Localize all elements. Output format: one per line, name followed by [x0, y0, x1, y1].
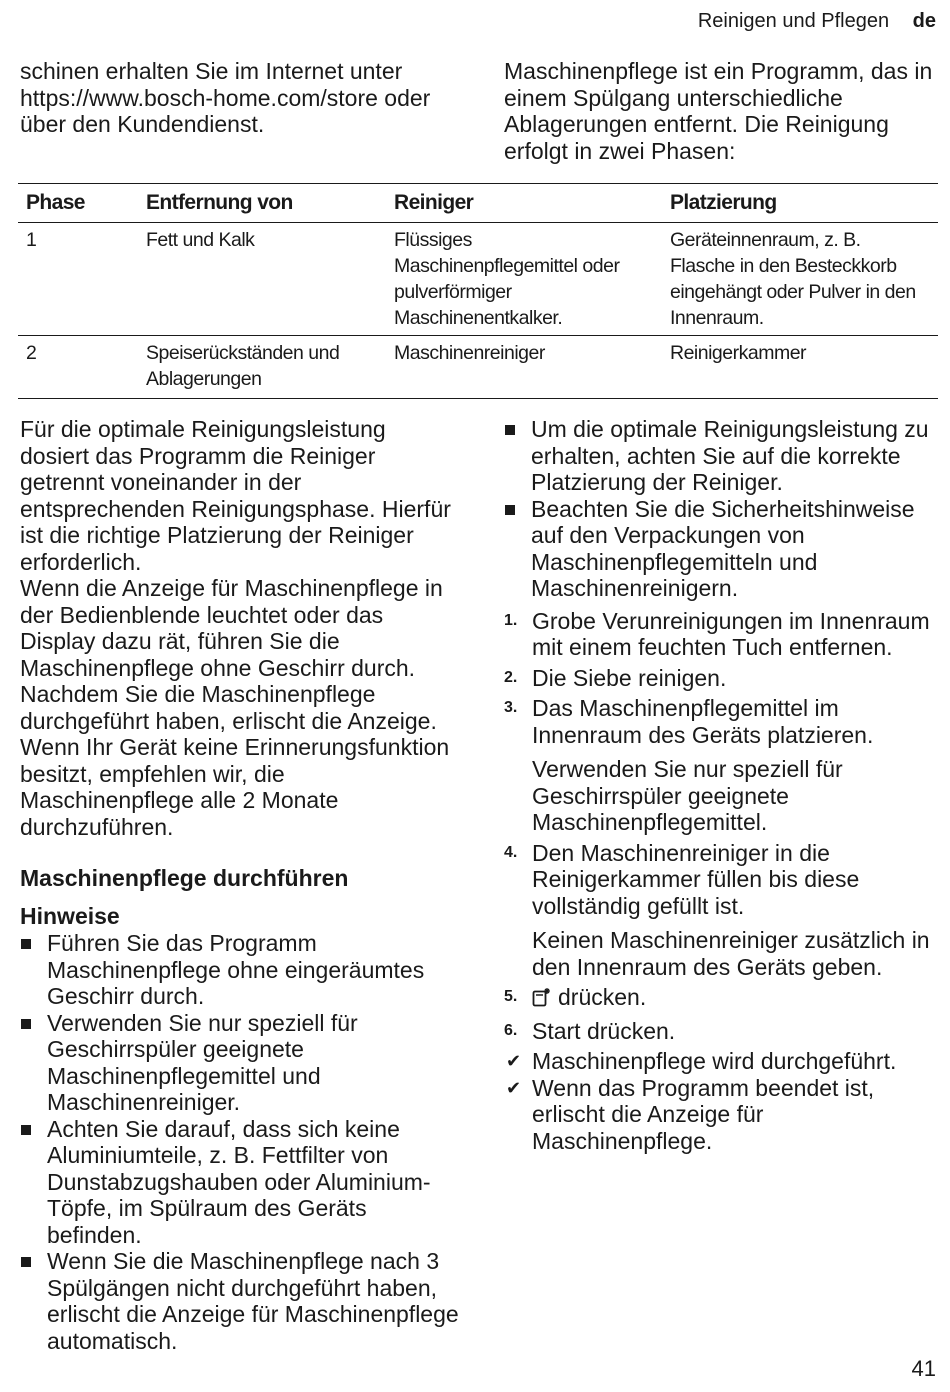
- list-item: [20, 1010, 460, 1116]
- left-column: [20, 416, 460, 1354]
- right-column: [504, 416, 940, 1154]
- notes-list-continued: [504, 416, 940, 602]
- table-cell: Reinigerkammer: [670, 342, 807, 364]
- table-header-cell: Phase: [26, 191, 85, 214]
- intro-right-text: Maschinenpflege ist ein Programm, das in einem Spülgang unterschiedliche Ablagerungen entfernt. Die Reinigung erfolgt in zwei Phasen:: [504, 58, 933, 164]
- step-text: drücken.: [580, 1017, 676, 1044]
- bullet-square-icon: [21, 1019, 31, 1029]
- table-row: [18, 336, 938, 399]
- step-item: [504, 984, 940, 1014]
- steps-list: [504, 608, 940, 1045]
- phase-table: [18, 183, 938, 399]
- body-paragraph: Wenn die Anzeige für Maschinenpflege in der Bedienblende leuchtet oder das Display dazu rät, führen Sie die Maschinenpflege ohne Geschirr durch. Nachdem Sie die Maschinenpflege durchgeführt haben, erlischt die Anzeige. Wenn Ihr Gerät keine Erinnerungsfunktion besitzt, empfehlen wir, die Maschinenpflege alle 2 Monate durchzuführen.: [20, 575, 450, 840]
- bullet-square-icon: [21, 1257, 31, 1267]
- list-item-text: Wenn Sie die Maschinenpflege nach 3 Spülgängen nicht durchgeführt haben, erlischt die Anzeige für Maschinenpflege automatisch.: [47, 1248, 459, 1354]
- table-cell: Geräteinnenraum, z. B. Flasche in den Besteckkorb eingehängt oder Pulver in den Innenraum.: [670, 229, 916, 329]
- table-cell: Maschinenreiniger: [394, 342, 545, 364]
- list-item-text: Um die optimale Reinigungsleistung zu erhalten, achten Sie auf die korrekte Platzierung der Reiniger.: [531, 416, 929, 495]
- checkmark-icon: ✔: [506, 1077, 522, 1098]
- list-item: [20, 1116, 460, 1249]
- intro-left: [20, 58, 470, 138]
- result-item: [504, 1048, 940, 1075]
- step-number: 2.: [504, 668, 518, 686]
- table-cell: Flüssiges Maschinenpflegemittel oder pulverförmiger Maschinenentkalker.: [394, 229, 620, 329]
- step-item: [504, 1018, 940, 1045]
- step-text: Den Maschinenreiniger in die Reinigerkammer füllen bis diese vollständig gefüllt ist.: [532, 839, 860, 919]
- bullet-square-icon: [505, 425, 515, 435]
- step-text: drücken.: [558, 984, 647, 1010]
- list-item-text: Verwenden Sie nur speziell für Geschirrspüler geeignete Maschinenpflegemittel und Maschinenreiniger.: [47, 1009, 358, 1115]
- section-title: Reinigen und Pflegen: [697, 10, 890, 32]
- machine-care-icon: [532, 986, 552, 1014]
- list-item: [20, 1248, 460, 1354]
- list-item-text: Achten Sie darauf, dass sich keine Aluminiumteile, z. B. Fettfilter von Dunstabzugshauben oder Aluminium-Töpfe, im Spülraum des Geräts befinden.: [47, 1115, 431, 1248]
- bullet-square-icon: [21, 939, 31, 949]
- step-item: [504, 695, 940, 836]
- result-text: Wenn das Programm beendet ist, erlischt die Anzeige für Maschinenpflege.: [532, 1074, 875, 1154]
- page-number: 41: [911, 1356, 936, 1381]
- list-item-text: Führen Sie das Programm Maschinenpflege ohne eingeräumtes Geschirr durch.: [47, 930, 425, 1009]
- table-header-cell: Platzierung: [670, 191, 777, 214]
- step-note: Verwenden Sie nur speziell für Geschirrspüler geeignete Maschinenpflegemittel.: [532, 756, 843, 835]
- language-code: de: [912, 10, 936, 32]
- intro-right: [504, 58, 936, 164]
- table-header-cell: Entfernung von: [146, 191, 293, 214]
- table-cell: 2: [26, 342, 37, 364]
- step-number: 1.: [504, 611, 518, 629]
- step-text: Das Maschinenpflegemittel im Innenraum des Geräts platzieren.: [532, 695, 874, 748]
- step-text: Grobe Verunreinigungen im Innenraum mit einem feuchten Tuch entfernen.: [532, 607, 930, 660]
- step-note: Keinen Maschinenreiniger zusätzlich in den Innenraum des Geräts geben.: [532, 927, 930, 980]
- table-header-cell: Reiniger: [394, 191, 474, 214]
- table-row: [18, 223, 938, 336]
- result-item: [504, 1075, 940, 1155]
- notes-heading: Hinweise: [20, 903, 120, 929]
- notes-list: [20, 930, 460, 1354]
- table-cell: Fett und Kalk: [146, 229, 255, 251]
- result-text: Maschinenpflege wird durchgeführt.: [532, 1048, 897, 1074]
- section-heading: Maschinenpflege durchführen: [20, 865, 349, 891]
- bullet-square-icon: [21, 1125, 31, 1135]
- step-number: 3.: [504, 699, 518, 716]
- results-list: [504, 1048, 940, 1154]
- step-item: [504, 665, 940, 692]
- step-text: Die Siebe reinigen.: [532, 664, 727, 691]
- list-item: [504, 496, 940, 602]
- running-header: [698, 8, 936, 34]
- table-cell: 1: [26, 229, 37, 251]
- step-item: [504, 608, 940, 661]
- start-key-label: Start: [532, 1017, 581, 1044]
- bullet-square-icon: [505, 505, 515, 515]
- step-item: [504, 840, 940, 981]
- step-number: 4.: [504, 843, 518, 861]
- body-paragraph: Für die optimale Reinigungsleistung dosiert das Programm die Reiniger getrennt voneinander in der entsprechenden Reinigungsphase. Hierfür ist die richtige Platzierung der Reiniger erforderlich.: [20, 416, 451, 575]
- table-header-row: [18, 184, 938, 223]
- step-number: 6.: [504, 1021, 518, 1039]
- table-cell: Speiserückständen und Ablagerungen: [146, 342, 340, 390]
- list-item: [20, 930, 460, 1010]
- list-item-text: Beachten Sie die Sicherheitshinweise auf den Verpackungen von Maschinenpflegemitteln und Maschinenreinigern.: [531, 495, 915, 601]
- step-number: 5.: [504, 988, 518, 1005]
- list-item: [504, 416, 940, 496]
- intro-left-text: schinen erhalten Sie im Internet unter https://www.bosch-home.com/store oder über den Kundendienst.: [20, 58, 431, 137]
- checkmark-icon: ✔: [506, 1051, 522, 1071]
